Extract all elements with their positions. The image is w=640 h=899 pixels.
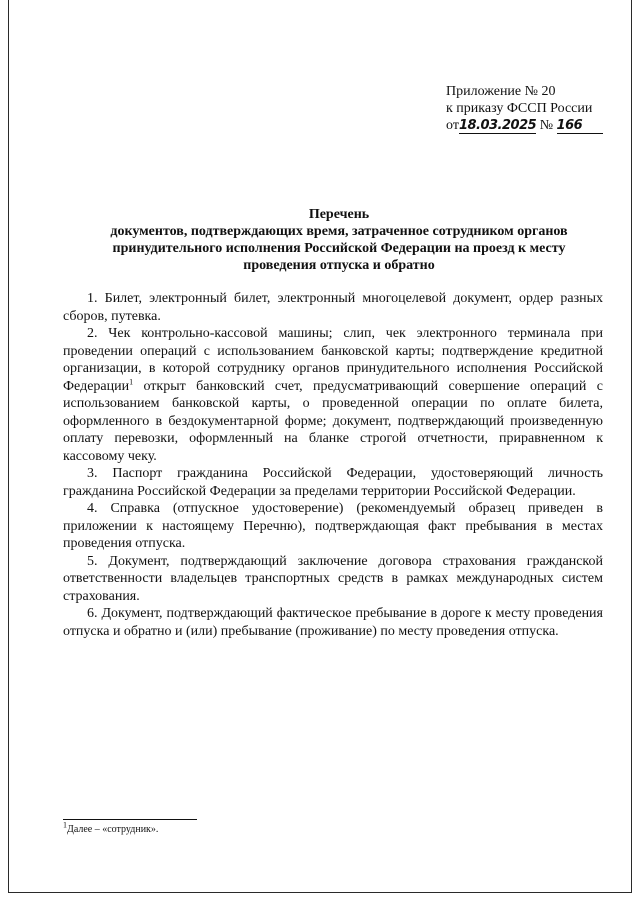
title-line-1: Перечень [308,207,370,222]
appendix-date-field [459,119,536,134]
appendix-number-handwritten: 166 [556,118,583,133]
footnote-ref: 1 [129,376,134,386]
title-line-2: документов, подтверждающих время, затраченное сотрудником органов [110,224,568,239]
list-item-2-part-b: открыт банковский счет, предусматривающий совершение операций с использованием банковской карты, о проведенной операции по оплате билета, оформленного в бездокументарной форме; документ, подтверждающий произведенную оплату перевозки, оформленный на бланке строгой отчетности, приравненном к кассовому чеку. [63,378,603,464]
appendix-header [446,83,616,134]
title-line-3: принудительного исполнения Российской Федерации на проезд к месту [112,241,566,256]
list-item-2 [63,325,603,465]
footnote-divider [63,819,197,820]
list-item-6: 6. Документ, подтверждающий фактическое пребывание в дороге к месту проведения отпуска и обратно и (или) пребывание (проживание) по месту проведения отпуска. [63,606,603,639]
appendix-date-line [446,117,616,134]
document-list [63,290,603,640]
footnote [63,820,159,836]
list-item-2-part-a: 2. Чек контрольно-кассовой машины; слип, чек электронного терминала при проведении операций с использованием банковской карты; подтверждение кредитной организации, в которой сотруднику органов принудительного исполнения Российской Федерации [63,326,603,394]
list-item-4: 4. Справка (отпускное удостоверение) (рекомендуемый образец приведен в приложении к настоящему Перечню), подтверждающая факт пребывания в местах проведения отпуска. [63,501,603,551]
list-item-1: 1. Билет, электронный билет, электронный многоцелевой документ, ордер разных сборов, путевка. [63,291,603,324]
appendix-date-handwritten: 18.03.2025 [458,118,537,133]
appendix-order-ref: к приказу ФССП России [446,101,593,116]
list-item-3: 3. Паспорт гражданина Российской Федерации, удостоверяющий личность гражданина Российской Федерации за пределами территории Российской Федерации. [63,466,603,499]
title-line-4: проведения отпуска и обратно [243,258,435,273]
appendix-number-field [557,119,603,134]
document-title [63,206,615,274]
footnote-text: Далее – «сотрудник». [67,824,159,835]
list-item-5: 5. Документ, подтверждающий заключение договора страхования гражданской ответственности владельцев транспортных средств в рамках международных систем страхования. [63,553,603,604]
appendix-number-sign: № [539,118,554,133]
footnote-marker: 1 [63,820,67,830]
appendix-from-prefix: от [446,118,459,133]
appendix-number: Приложение № 20 [446,84,556,99]
